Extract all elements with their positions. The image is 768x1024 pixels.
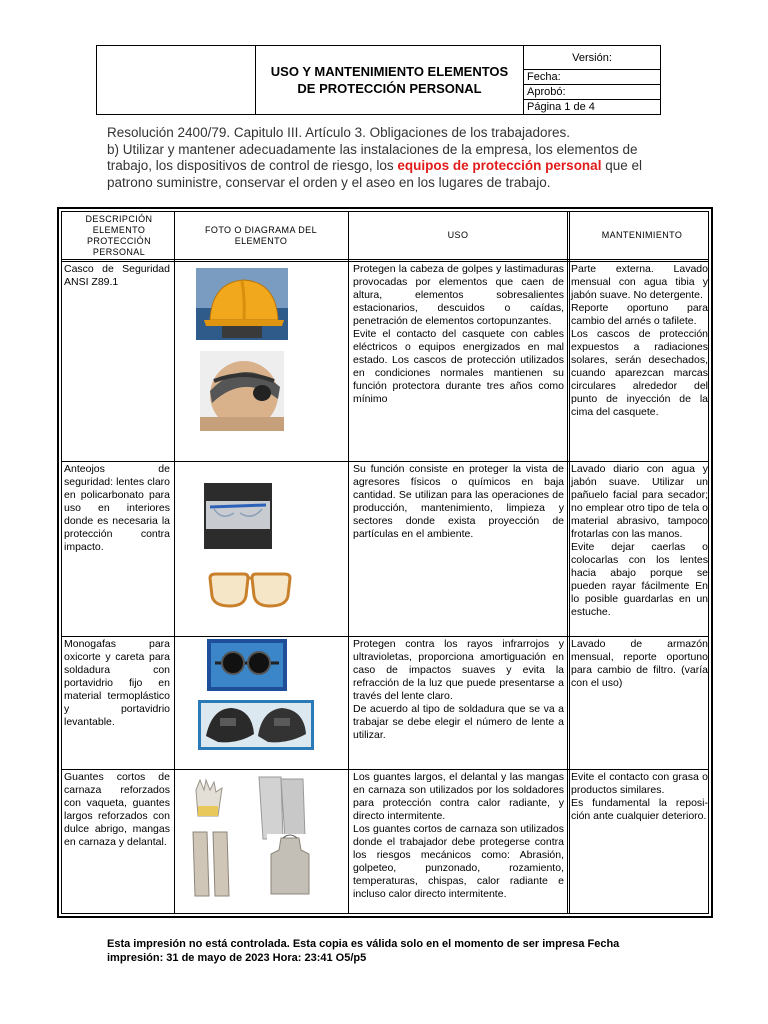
header-use: USO (447, 230, 469, 240)
document-title (256, 46, 523, 114)
row4-use (353, 771, 564, 901)
obligation-paragraph (107, 142, 663, 192)
document-header (96, 45, 661, 115)
column-divider (348, 212, 349, 913)
column-divider (174, 212, 175, 913)
row3-maintenance (571, 638, 708, 690)
cell-paragraph: Los cascos de protección expuestos a radiaciones solares, serán desechados, cuando aparezcan marcas circulares alrededor del punto de inyección de la cima del casquete. (571, 328, 708, 418)
print-notice-line-1: Esta impresión no está controlada. Esta copia es válida solo en el momento de ser impresa Fecha (107, 938, 620, 950)
highlighted-phrase: equipos de protección personal (397, 158, 602, 173)
row1-maintenance (571, 263, 708, 419)
ppe-table-grid (61, 211, 709, 914)
resolution-line: Resolución 2400/79. Capitulo III. Artículo 3. Obligaciones de los trabajadores. (107, 125, 571, 140)
version-label: Versión: (524, 46, 660, 70)
helmet-harness-photo (200, 351, 284, 431)
cell-paragraph: Protegen contra los rayos infrarrojos y ultravioletas, proporciona amortiguación en caso de impactos suaves y evita la refracción de la luz que puede presentarse a través del lente claro. (353, 638, 564, 702)
obligation-text-before: b) Utilizar y mantener adecuadamente las instalaciones de la empresa, los elementos de trabajo, los dispositivos de control de riesgo, los (107, 141, 638, 173)
row-divider (62, 261, 708, 262)
cell-paragraph: Parte externa. Lavado mensual con agua tibia y jabón suave. No detergente. (571, 263, 708, 301)
column-divider (567, 212, 568, 913)
row1-description: Casco de Seguridad ANSI Z89.1 (64, 263, 170, 288)
row4-maintenance (571, 771, 708, 823)
row-divider (62, 259, 708, 260)
header-photo: FOTO O DIAGRAMA DEL ELEMENTO (205, 224, 317, 246)
title-line-1: USO Y MANTENIMIENTO ELEMENTOS (270, 64, 509, 79)
cell-paragraph: Los guantes cortos de carnaza son utilizados donde el trabajador debe protegerse contra los riesgos mecánicos como: Abrasión, golpeteo, punzonado, rozamiento, temperaturas, chispas, calor radiante e incluso calor directo intermitente. (353, 823, 564, 900)
long-gloves-photo (251, 773, 311, 843)
cell-paragraph: Los guantes largos, el delantal y las mangas en carnaza son utilizados por los soldadores para protección contra calor radiante, y directo intermitente. (353, 771, 564, 822)
row1-use (353, 263, 564, 406)
cell-paragraph: Su función consiste en proteger la vista de agresores físicos o químicos en baja cantidad. Se utilizan para las operaciones de producción, mantenimiento, limpieza y sectores donde exista proyección de partículas en el ambiente. (353, 463, 564, 540)
welding-goggles-photo (207, 639, 287, 691)
print-notice (107, 937, 667, 965)
row3-description: Monogafas para oxicorte y careta para soldadura con portavidrio fijo en material termoplástico y portavidrio levantable. (64, 638, 170, 728)
cell-paragraph: Reporte oportuno para cambio del arnés o tafilete. (571, 302, 708, 327)
row2-use (353, 463, 564, 541)
title-line-2: DE PROTECCIÓN PERSONAL (297, 81, 482, 96)
cell-paragraph: Evite el contacto del casquete con cables eléctricos o equipos energizados en mal estado. Los cascos de protección utilizados en condiciones normales mantienen su función protectora durante tres años como mínimo (353, 328, 564, 405)
helmet-photo (196, 268, 288, 340)
row-divider (62, 769, 708, 770)
date-label: Fecha: (524, 70, 660, 85)
document-meta (523, 46, 660, 114)
header-description: DESCRIPCIÓN ELEMENTO PROTECCIÓN PERSONAL (85, 213, 153, 257)
page-label: Página 1 de 4 (527, 101, 595, 113)
print-notice-line-2: impresión: 31 de mayo de 2023 Hora: 23:41 O5/p5 (107, 952, 367, 964)
header-maintenance: MANTENIMIENTO (601, 230, 683, 240)
intro-text (107, 125, 663, 191)
cell-paragraph: Evite dejar caerlas o colocarlas con los lentes hacia abajo porque se pueden rayar fácilmente En lo posible guardarlas en un estuche. (571, 541, 708, 618)
row2-maintenance (571, 463, 708, 619)
obligation-text-after: que el patrono suministre, conservar el orden y el aseo en los lugares de trabajo. (107, 158, 642, 190)
row-divider (62, 636, 708, 637)
logo-area (97, 46, 256, 114)
row-divider (62, 461, 708, 462)
glasses-photo (206, 566, 294, 616)
ppe-table (57, 207, 713, 918)
cell-paragraph: Lavado de armazón mensual, reporte oportuno para cambio de filtro. (varía con el uso) (571, 638, 708, 689)
row3-use (353, 638, 564, 742)
apron-photo (267, 834, 313, 898)
row2-description: Anteojos de seguridad: lentes claro en policarbonato para uso en interiores donde es necesaria la protección contra impacto. (64, 463, 170, 553)
cell-paragraph: De acuerdo al tipo de soldadura que se va a trabajar se debe elegir el número de lente a utilizar. (353, 703, 564, 741)
cell-paragraph: Evite el contacto con grasa o productos similares. (571, 771, 708, 796)
gloves-photo (188, 776, 234, 818)
row4-description: Guantes cortos de carnaza reforzados con vaqueta, guantes largos reforzados con dulce abrigo, mangas en carnaza y delantal. (64, 771, 170, 848)
cell-paragraph: Es fundamental la reposi-ción ante cualquier deterioro. (571, 797, 708, 822)
welding-mask-photo (198, 700, 314, 750)
sleeves-photo (187, 828, 235, 900)
cell-paragraph: Protegen la cabeza de golpes y lastimaduras provocadas por elementos que caen de altura, elementos sobresalientes estacionarios, descuidos o caídas, penetración de elementos cortopunzantes. (353, 263, 564, 327)
column-divider (569, 212, 570, 913)
safety-glasses-photo (204, 483, 272, 549)
cell-paragraph: Lavado diario con agua y jabón suave. Utilizar un pañuelo facial para secador; no emplear otro tipo de tela o material abrasivo, tampoco frotarlas con las manos. (571, 463, 708, 540)
approved-label: Aprobó: (524, 85, 660, 100)
